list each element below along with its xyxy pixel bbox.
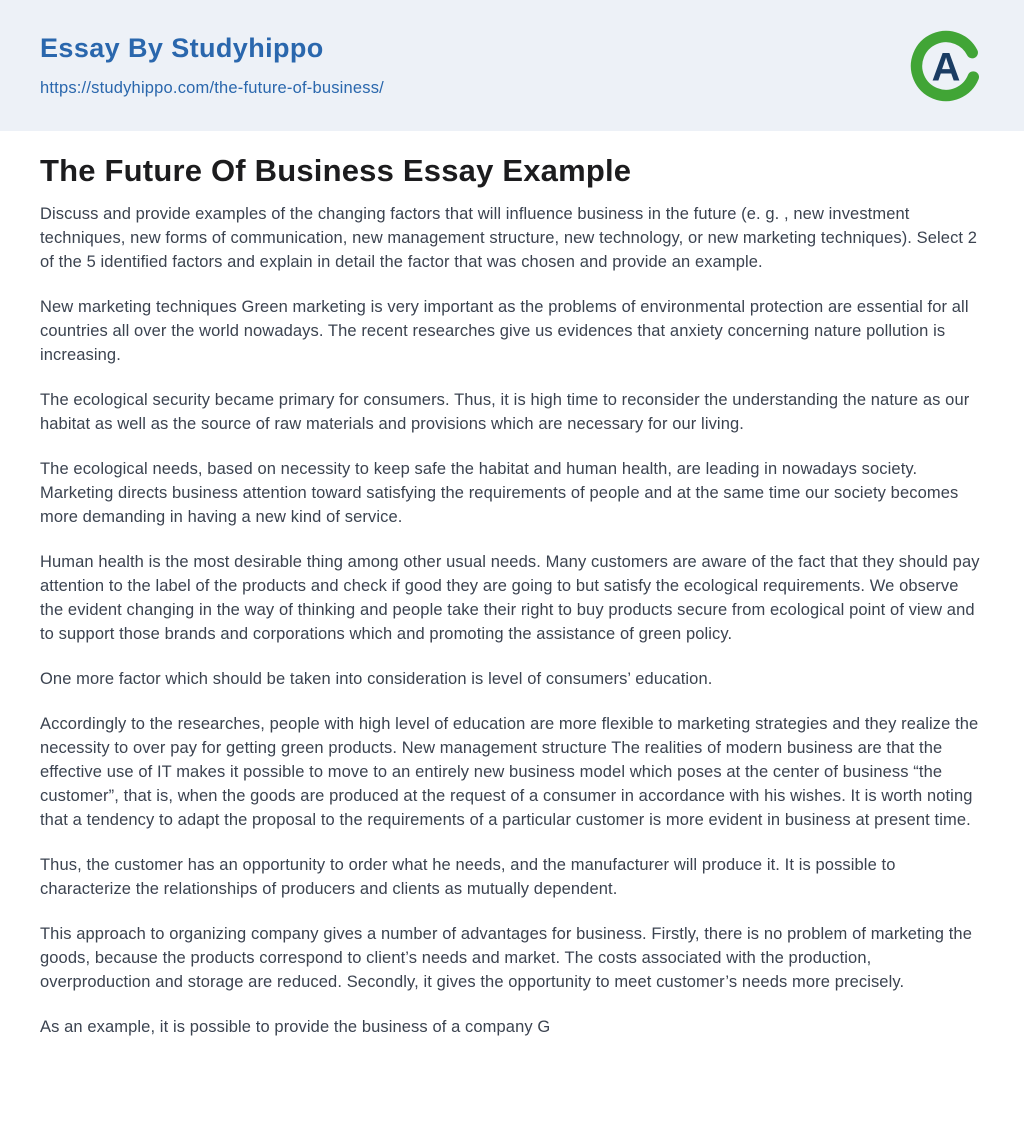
logo-letter: A — [931, 44, 961, 89]
page-header — [0, 0, 1024, 131]
essay-paragraph: Human health is the most desirable thing among other usual needs. Many customers are aware of the fact that they should pay attention to the label of the products and check if good they are going to but satisfy the ecological requirements. We observe the evident changing in the way of thinking and people take their right to buy products secure from ecological point of view and to support those brands and corporations which and promoting the assistance of green policy. — [40, 553, 980, 643]
essay-paragraph: One more factor which should be taken into consideration is level of consumers’ education. — [40, 670, 713, 688]
essay-paragraph: Accordingly to the researches, people with high level of education are more flexible to marketing strategies and they realize the necessity to over pay for getting green products. New management structure The realities of modern business are that the effective use of IT makes it possible to move to an entirely new business model which poses at the center of business “the customer”, that is, when the goods are produced at the request of a consumer in accordance with his wishes. It is worth noting that a tendency to adapt the proposal to the requirements of a particular customer is more evident in business at present time. — [40, 715, 979, 829]
source-url-link[interactable]: https://studyhippo.com/the-future-of-business/ — [40, 79, 384, 97]
studyhippo-logo-icon — [908, 28, 984, 104]
essay-content — [0, 131, 1024, 1039]
essay-paragraph: As an example, it is possible to provide the business of a company G — [40, 1018, 551, 1036]
essay-paragraph: The ecological needs, based on necessity to keep safe the habitat and human health, are leading in nowadays society. Marketing directs business attention toward satisfying the requirements of people and at the same time our society becomes more demanding in having a new kind of service. — [40, 460, 959, 526]
essay-paragraph: The ecological security became primary for consumers. Thus, it is high time to reconsider the understanding the nature as our habitat as well as the source of raw materials and provisions which are necessary for our living. — [40, 391, 970, 433]
essay-paragraph: Thus, the customer has an opportunity to order what he needs, and the manufacturer will produce it. It is possible to characterize the relationships of producers and clients as mutually dependent. — [40, 856, 896, 898]
essay-title: The Future Of Business Essay Example — [40, 153, 632, 188]
site-title: Essay By Studyhippo — [40, 33, 324, 63]
essay-paragraph: Discuss and provide examples of the changing factors that will influence business in the future (e. g. , new investment techniques, new forms of communication, new management structure, new technology, or new marketing techniques). Select 2 of the 5 identified factors and explain in detail the factor that was chosen and provide an example. — [40, 205, 978, 271]
essay-paragraph: New marketing techniques Green marketing is very important as the problems of environmental protection are essential for all countries all over the world nowadays. The recent researches give us evidences that anxiety concerning nature pollution is increasing. — [40, 298, 969, 364]
essay-paragraph: This approach to organizing company gives a number of advantages for business. Firstly, there is no problem of marketing the goods, because the products correspond to client’s needs and market. The costs associated with the production, overproduction and storage are reduced. Secondly, it gives the opportunity to meet customer’s needs more precisely. — [40, 925, 972, 991]
header-text-block — [40, 33, 384, 98]
